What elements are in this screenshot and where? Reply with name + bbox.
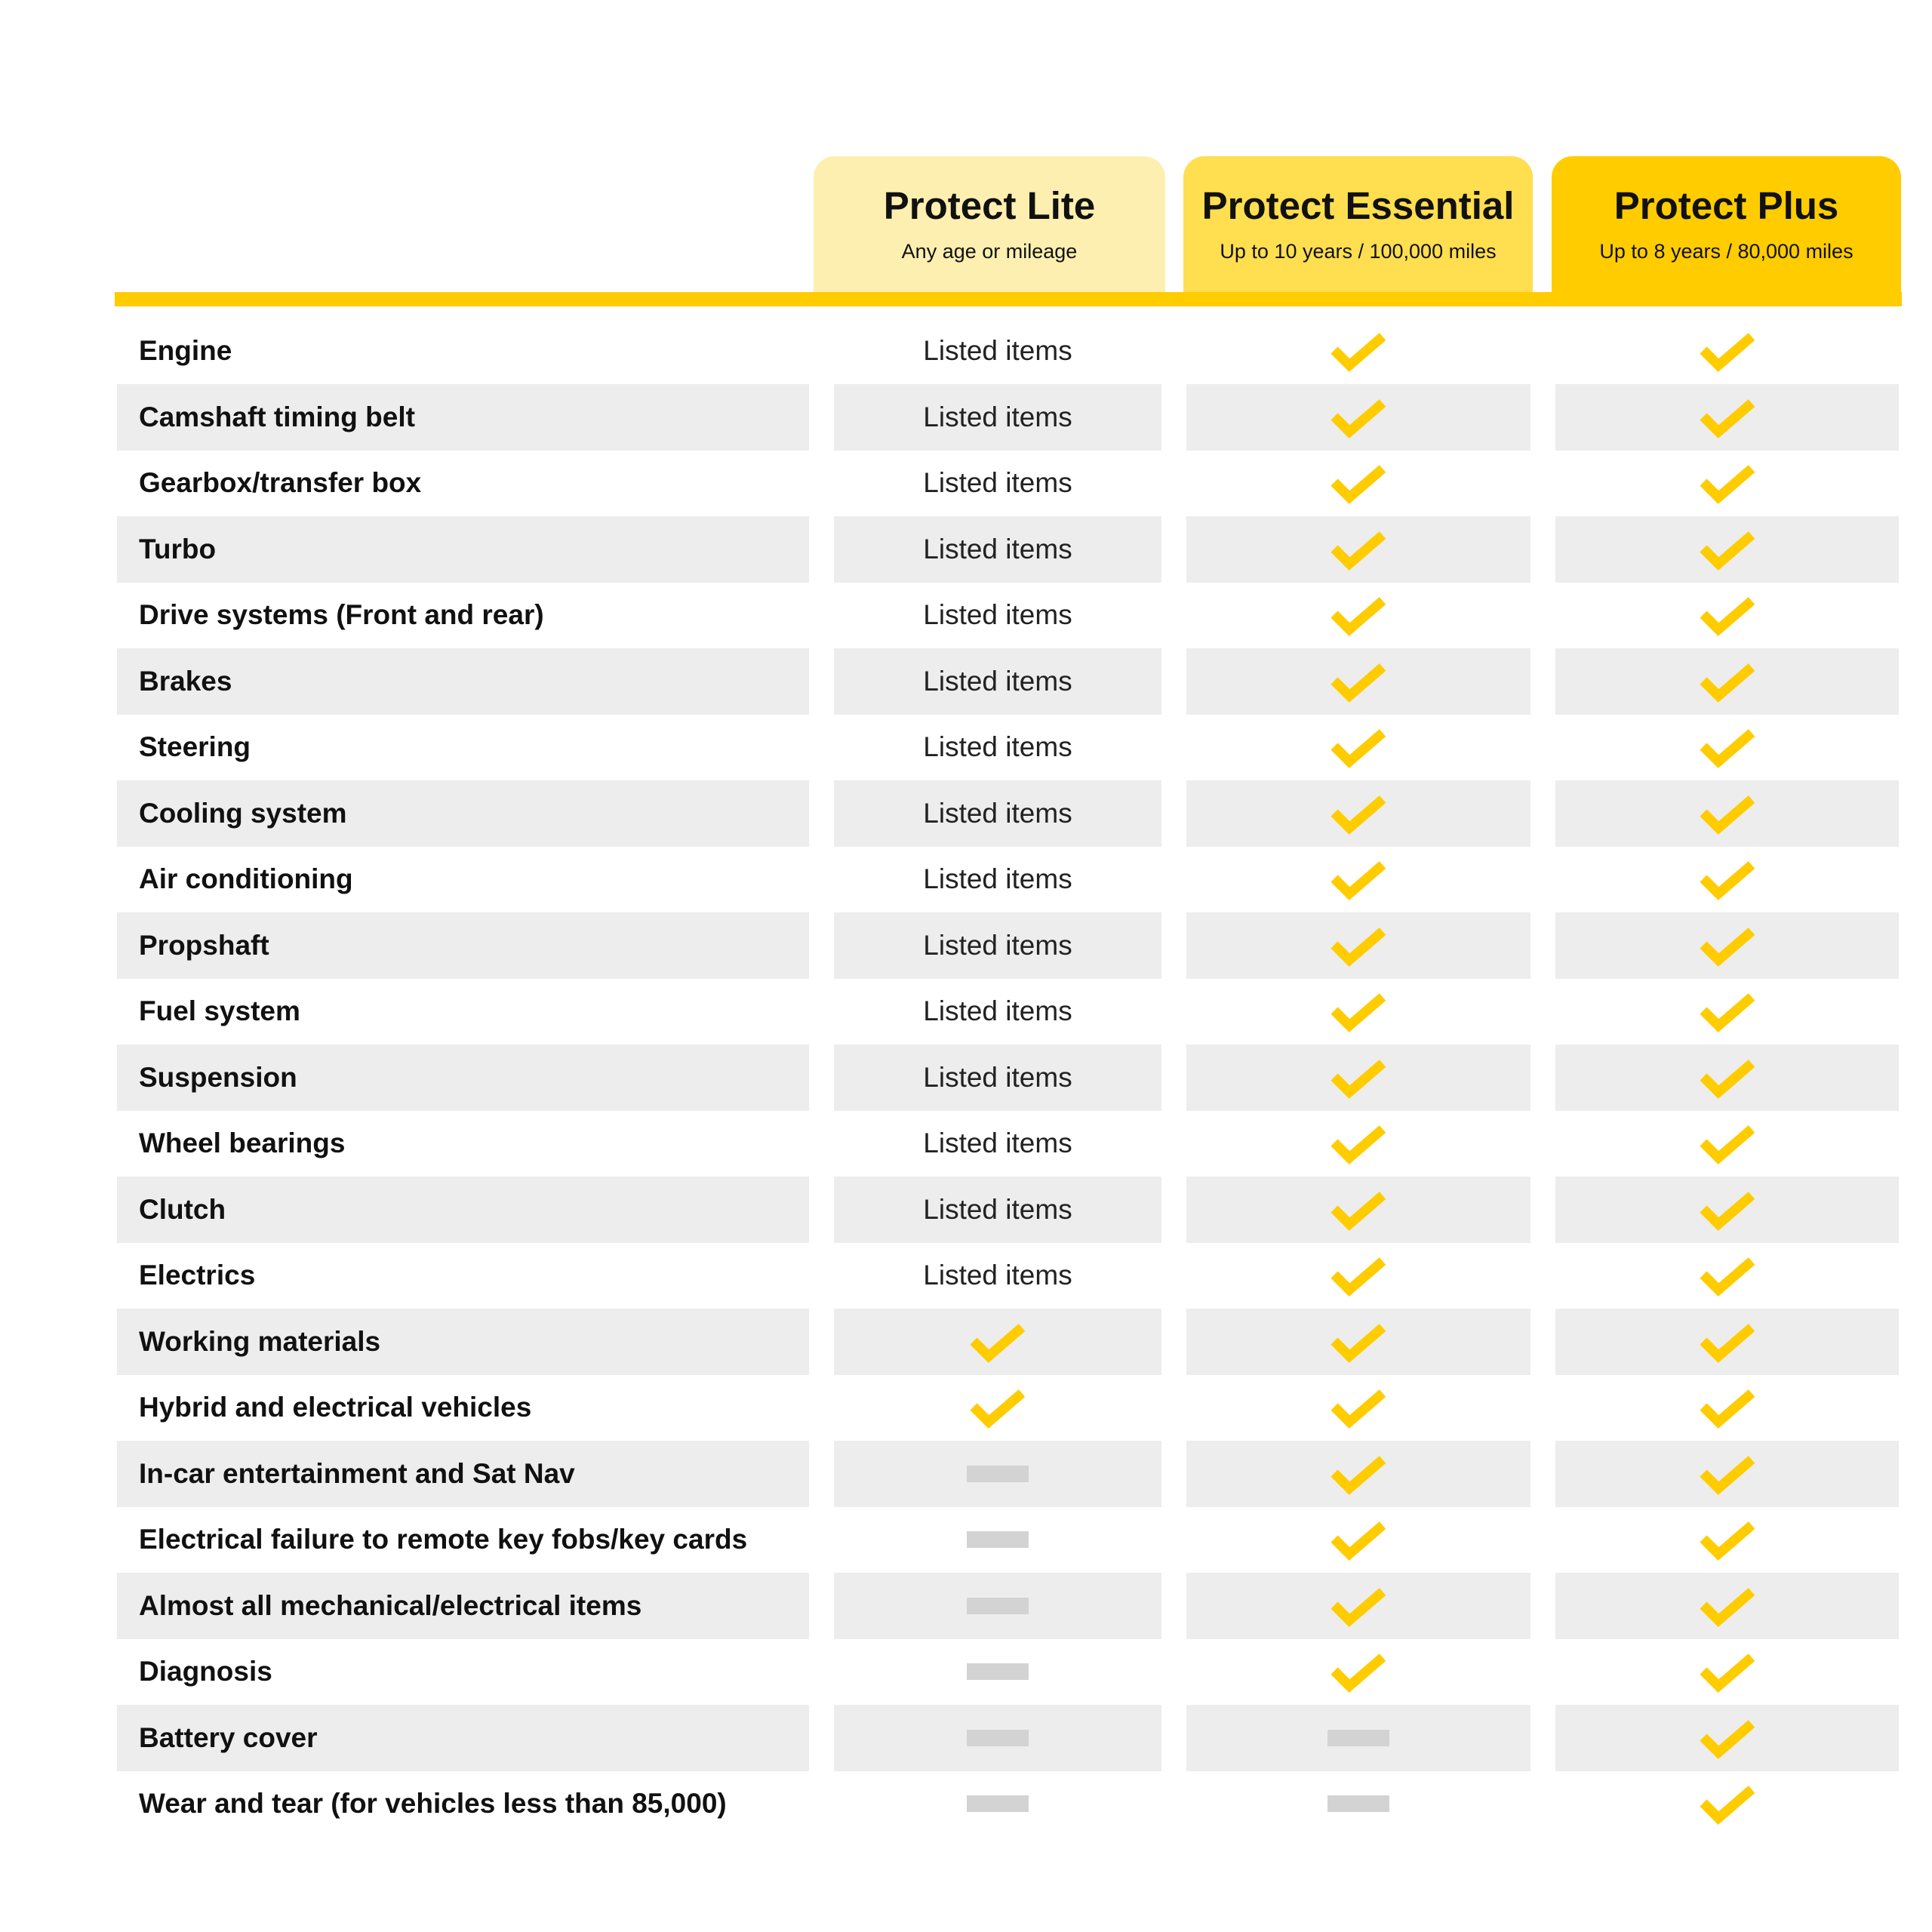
plan-subtitle: Up to 8 years / 80,000 miles (1599, 240, 1854, 263)
coverage-cell (834, 648, 1161, 715)
check-icon (1330, 1518, 1387, 1561)
check-icon (1699, 1518, 1756, 1561)
check-icon (1699, 329, 1756, 373)
not-included-dash-icon (1327, 1795, 1389, 1812)
coverage-text: Listed items (923, 1128, 1072, 1158)
coverage-text: Listed items (923, 929, 1072, 961)
plan-subtitle: Up to 10 years / 100,000 miles (1220, 240, 1497, 263)
table-row (0, 714, 1932, 780)
feature-label: Hybrid and electrical vehicles (139, 1392, 532, 1423)
coverage-cell (1555, 1374, 1899, 1441)
coverage-cell (1186, 780, 1531, 847)
plan-header-protect-essential (1183, 156, 1533, 292)
check-icon (1699, 1452, 1756, 1496)
coverage-cell (1186, 1770, 1531, 1837)
check-icon (1330, 528, 1387, 571)
coverage-cell (834, 1374, 1161, 1441)
coverage-cell (834, 1573, 1161, 1639)
check-icon (1330, 989, 1387, 1033)
coverage-cell (1186, 450, 1531, 516)
coverage-cell (1555, 318, 1899, 384)
coverage-text: Listed items (923, 1193, 1072, 1225)
coverage-cell (1186, 1441, 1531, 1507)
feature-label: Battery cover (139, 1721, 318, 1753)
feature-label: Steering (139, 731, 251, 762)
feature-label: Propshaft (139, 929, 269, 961)
coverage-cell (1186, 1044, 1531, 1111)
plan-subtitle: Any age or mileage (901, 240, 1078, 263)
plan-title: Protect Lite (883, 184, 1096, 227)
check-icon (1699, 1188, 1756, 1232)
table-row (0, 1177, 1932, 1243)
table-row (0, 384, 1932, 451)
check-icon (1330, 395, 1387, 439)
not-included-dash-icon (967, 1466, 1029, 1482)
check-icon (1330, 924, 1387, 968)
feature-label: Working materials (139, 1325, 381, 1357)
not-included-dash-icon (967, 1663, 1029, 1680)
plan-title: Protect Essential (1201, 184, 1515, 227)
table-row (0, 780, 1932, 847)
check-icon (1330, 1584, 1387, 1628)
coverage-text: Listed items (923, 863, 1072, 894)
table-row (0, 1638, 1932, 1705)
coverage-cell (834, 780, 1161, 847)
coverage-cell (834, 450, 1161, 516)
check-icon (1330, 329, 1387, 373)
coverage-cell (1555, 714, 1899, 780)
coverage-text: Listed items (923, 599, 1072, 630)
check-icon (1699, 528, 1756, 571)
check-icon (1699, 1716, 1756, 1760)
coverage-cell (1186, 516, 1531, 583)
not-included-dash-icon (967, 1531, 1029, 1548)
feature-label: Air conditioning (139, 863, 353, 894)
plan-header-protect-plus (1552, 156, 1901, 292)
coverage-cell (1186, 1177, 1531, 1243)
coverage-cell (834, 1177, 1161, 1243)
coverage-cell (1555, 1242, 1899, 1309)
feature-label: Drive systems (Front and rear) (139, 599, 544, 630)
feature-label: Electrics (139, 1260, 256, 1291)
coverage-cell (1186, 1705, 1531, 1771)
coverage-cell (1186, 1573, 1531, 1639)
coverage-cell (1555, 1705, 1899, 1771)
check-icon (1330, 660, 1387, 703)
check-icon (1330, 593, 1387, 637)
check-icon (1699, 395, 1756, 439)
table-row (0, 648, 1932, 715)
coverage-cell (834, 978, 1161, 1044)
check-icon (1330, 725, 1387, 769)
coverage-cell (1555, 450, 1899, 516)
coverage-text: Listed items (923, 731, 1072, 762)
table-row (0, 1374, 1932, 1441)
coverage-text: Listed items (923, 995, 1072, 1026)
coverage-cell (1555, 516, 1899, 583)
check-icon (1330, 1452, 1387, 1496)
table-row (0, 1770, 1932, 1837)
check-icon (969, 1320, 1026, 1364)
feature-label: Engine (139, 335, 232, 366)
coverage-cell (834, 516, 1161, 583)
check-icon (1699, 660, 1756, 703)
coverage-cell (1186, 318, 1531, 384)
coverage-cell (1186, 1374, 1531, 1441)
coverage-cell (1186, 582, 1531, 648)
check-icon (1330, 1650, 1387, 1694)
check-icon (969, 1386, 1026, 1429)
coverage-cell (1555, 846, 1899, 912)
coverage-cell (1186, 384, 1531, 451)
coverage-text: Listed items (923, 335, 1072, 366)
coverage-cell (1186, 1638, 1531, 1705)
check-icon (1699, 1584, 1756, 1628)
not-included-dash-icon (967, 1795, 1029, 1812)
not-included-dash-icon (967, 1598, 1029, 1614)
coverage-cell (1555, 780, 1899, 847)
feature-label: Fuel system (139, 995, 300, 1026)
table-row (0, 1441, 1932, 1507)
feature-label: Turbo (139, 533, 217, 565)
coverage-text: Listed items (923, 1260, 1072, 1291)
check-icon (1699, 725, 1756, 769)
check-icon (1699, 989, 1756, 1033)
feature-label: Diagnosis (139, 1656, 272, 1687)
coverage-cell (1186, 978, 1531, 1044)
check-icon (1330, 1320, 1387, 1364)
check-icon (1330, 1056, 1387, 1100)
plan-title: Protect Plus (1614, 184, 1839, 227)
check-icon (1330, 1254, 1387, 1297)
coverage-cell (1186, 912, 1531, 979)
coverage-cell (1555, 978, 1899, 1044)
row-shading (117, 516, 809, 583)
coverage-cell (834, 1506, 1161, 1573)
coverage-cell (1186, 714, 1531, 780)
check-icon (1330, 1386, 1387, 1429)
check-icon (1330, 792, 1387, 835)
coverage-cell (1555, 1638, 1899, 1705)
coverage-cell (1186, 1242, 1531, 1309)
coverage-text: Listed items (923, 533, 1072, 565)
check-icon (1699, 857, 1756, 901)
coverage-cell (834, 1705, 1161, 1771)
table-row (0, 1705, 1932, 1771)
table-row (0, 1044, 1932, 1111)
check-icon (1330, 1121, 1387, 1165)
check-icon (1330, 1188, 1387, 1232)
table-row (0, 912, 1932, 979)
coverage-cell (1555, 384, 1899, 451)
check-icon (1699, 1121, 1756, 1165)
feature-label: Cooling system (139, 797, 347, 829)
coverage-cell (1555, 912, 1899, 979)
table-row (0, 516, 1932, 583)
check-icon (1699, 792, 1756, 835)
feature-label: Brakes (139, 665, 232, 697)
coverage-cell (1186, 1110, 1531, 1177)
coverage-cell (1555, 1309, 1899, 1375)
feature-label: Gearbox/transfer box (139, 467, 422, 498)
table-row (0, 1573, 1932, 1639)
check-icon (1699, 593, 1756, 637)
coverage-text: Listed items (923, 665, 1072, 697)
feature-label: In-car entertainment and Sat Nav (139, 1457, 575, 1489)
coverage-cell (1555, 1044, 1899, 1111)
check-icon (1699, 1386, 1756, 1429)
table-row (0, 978, 1932, 1044)
coverage-cell (1555, 1770, 1899, 1837)
check-icon (1699, 1650, 1756, 1694)
coverage-cell (834, 1770, 1161, 1837)
check-icon (1699, 461, 1756, 505)
table-row (0, 846, 1932, 912)
not-included-dash-icon (1327, 1730, 1389, 1746)
coverage-text: Listed items (923, 797, 1072, 829)
not-included-dash-icon (967, 1730, 1029, 1746)
check-icon (1699, 1782, 1756, 1826)
coverage-cell (1555, 1177, 1899, 1243)
coverage-cell (1186, 1506, 1531, 1573)
coverage-cell (1555, 648, 1899, 715)
feature-label: Camshaft timing belt (139, 401, 415, 432)
feature-label: Electrical failure to remote key fobs/key cards (139, 1524, 748, 1555)
feature-label: Wear and tear (for vehicles less than 85,000) (139, 1788, 727, 1819)
coverage-cell (834, 1638, 1161, 1705)
coverage-cell (834, 582, 1161, 648)
coverage-cell (1555, 1573, 1899, 1639)
plan-header-protect-lite (814, 156, 1165, 292)
check-icon (1699, 1254, 1756, 1297)
check-icon (1330, 857, 1387, 901)
coverage-cell (834, 846, 1161, 912)
table-row (0, 318, 1932, 384)
check-icon (1699, 1056, 1756, 1100)
feature-label: Wheel bearings (139, 1128, 346, 1158)
coverage-text: Listed items (923, 401, 1072, 432)
coverage-cell (1186, 846, 1531, 912)
coverage-text: Listed items (923, 1061, 1072, 1093)
coverage-cell (1555, 582, 1899, 648)
coverage-cell (1555, 1441, 1899, 1507)
table-row (0, 1110, 1932, 1177)
coverage-cell (834, 318, 1161, 384)
table-row (0, 450, 1932, 516)
coverage-cell (1555, 1110, 1899, 1177)
coverage-cell (834, 714, 1161, 780)
coverage-cell (834, 1242, 1161, 1309)
table-row (0, 1309, 1932, 1375)
coverage-cell (1186, 648, 1531, 715)
coverage-cell (1555, 1506, 1899, 1573)
table-row (0, 1242, 1932, 1309)
coverage-cell (834, 1044, 1161, 1111)
coverage-cell (834, 912, 1161, 979)
table-row (0, 582, 1932, 648)
feature-label: Clutch (139, 1193, 226, 1225)
header-divider (115, 292, 1902, 306)
coverage-cell (834, 1309, 1161, 1375)
feature-label: Suspension (139, 1061, 297, 1093)
coverage-cell (834, 384, 1161, 451)
coverage-cell (834, 1110, 1161, 1177)
check-icon (1699, 924, 1756, 968)
coverage-cell (1186, 1309, 1531, 1375)
feature-label: Almost all mechanical/electrical items (139, 1589, 642, 1621)
coverage-text: Listed items (923, 467, 1072, 498)
table-row (0, 1506, 1932, 1573)
coverage-cell (834, 1441, 1161, 1507)
check-icon (1330, 461, 1387, 505)
check-icon (1699, 1320, 1756, 1364)
